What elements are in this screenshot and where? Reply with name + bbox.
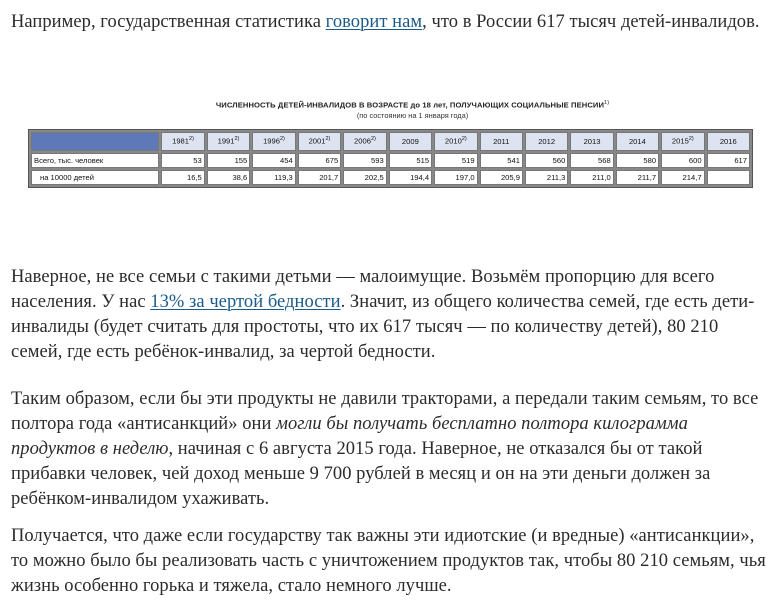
statistics-link[interactable]: говорит нам [325, 12, 423, 32]
intro-paragraph [11, 10, 771, 35]
table-value-cell: 593 [343, 153, 386, 168]
year-label: 2009 [401, 136, 419, 146]
conclusion-paragraph: Получается, что даже если государству так важны эти идиотские (и вредные) «антисанкции», то можно было бы реализовать часть с уничтожением продуктов так, чтобы 80 210 семьям, чья жизнь особенно горька и тяжела, стало немного лучше. [11, 526, 766, 596]
year-label: 2014 [628, 136, 646, 146]
year-header-cell [570, 132, 613, 151]
products-text-2: , начиная с 6 августа 2015 года. Наверное, не отказался бы от такой прибавки человек, чей доход меньше 9 700 рублей в месяц и он на эти деньги должен за ребёнком-инвалидом ухаживать. [11, 439, 711, 509]
figure-title-text: ЧИСЛЕННОСТЬ ДЕТЕЙ-ИНВАЛИДОВ В ВОЗРАСТЕ до 18 лет, ПОЛУЧАЮЩИХ СОЦИАЛЬНЫЕ ПЕНСИИ [215, 100, 605, 110]
table-value-cell: 580 [616, 153, 659, 168]
table-value-cell: 155 [207, 153, 250, 168]
table-header-row [31, 132, 750, 151]
intro-text-after: , что в России 617 тысяч детей-инвалидов. [422, 12, 760, 32]
statistics-figure [28, 100, 753, 188]
year-label: 1996 [263, 136, 280, 146]
table-row [31, 153, 750, 168]
figure-title-note: 1) [604, 100, 610, 106]
year-header-cell [161, 132, 204, 151]
year-header-cell [298, 132, 341, 151]
year-footnote: 2) [279, 136, 285, 143]
table-value-cell: 38,6 [207, 170, 250, 185]
table-row [31, 170, 750, 185]
row-label-cell: на 10000 детей [31, 170, 159, 185]
row-label-cell: Всего, тыс. человек [31, 153, 159, 168]
year-header-cell [252, 132, 295, 151]
year-header-cell [616, 132, 659, 151]
poverty-paragraph [11, 265, 771, 365]
year-header-cell [207, 132, 250, 151]
year-label: 2001 [308, 136, 326, 146]
year-label: 2011 [493, 136, 510, 146]
year-footnote: 2) [234, 136, 240, 143]
intro-text-before: Например, государственная статистика [11, 12, 326, 32]
table-value-cell: 16,5 [161, 170, 204, 185]
year-label: 2015 [671, 136, 689, 146]
table-value-cell: 202,5 [343, 170, 386, 185]
year-label: 1991 [217, 136, 235, 146]
poverty-text-1: Наверное, не все семьи с такими детьми — малоимущие. Возьмём пропорцию для всего населения. У нас [11, 267, 715, 312]
table-value-cell: 560 [525, 153, 568, 168]
table-value-cell: 600 [661, 153, 704, 168]
table-value-cell: 197,0 [434, 170, 477, 185]
year-header-cell [661, 132, 704, 151]
table-value-cell: 675 [298, 153, 341, 168]
year-label: 2013 [583, 136, 601, 146]
products-text-1: Таким образом, если бы эти продукты не давили тракторами, а передали таким семьям, то все полтора года «антисанкций» они [11, 389, 759, 434]
products-paragraph [11, 387, 771, 512]
year-header-cell [389, 132, 432, 151]
table-value-cell: 214,7 [661, 170, 704, 185]
table-value-cell: 53 [161, 153, 204, 168]
year-footnote: 2) [189, 136, 194, 143]
poverty-link[interactable]: 13% за чертой бедности [150, 292, 341, 312]
year-label: 1981 [172, 136, 190, 146]
table-value-cell: 211,7 [616, 170, 659, 185]
figure-title [72, 100, 753, 110]
table-value-cell: 519 [434, 153, 477, 168]
year-label: 2016 [719, 136, 737, 146]
products-italic-text: могли бы получать бесплатно полтора килограмма продуктов в неделю [11, 414, 688, 459]
year-footnote: 2) [461, 136, 467, 143]
table-value-cell: 201,7 [298, 170, 341, 185]
table-corner-cell [31, 132, 159, 151]
table-value-cell: 211,0 [570, 170, 613, 185]
year-footnote: 2) [688, 136, 694, 143]
year-footnote: 2) [370, 136, 376, 143]
table-value-cell: 119,3 [252, 170, 295, 185]
year-label: 2006 [354, 136, 371, 146]
table-value-cell: 205,9 [480, 170, 523, 185]
disabled-children-table [28, 129, 753, 188]
year-label: 2010 [444, 136, 462, 146]
table-value-cell: 211,3 [525, 170, 568, 185]
table-value-cell [707, 170, 750, 185]
table-value-cell: 194,4 [389, 170, 432, 185]
year-header-cell [480, 132, 523, 151]
table-value-cell: 617 [707, 153, 750, 168]
poverty-text-2: . Значит, из общего количества семей, где есть дети-инвалиды (будет считать для простоты, что их 617 тысяч — по количеству детей), 80 210 семей, где есть ребёнок-инвалид, за чертой бедности. [11, 292, 755, 362]
figure-subtitle: (по состоянию на 1 января года) [356, 110, 469, 120]
year-label: 2012 [538, 136, 556, 146]
year-footnote: 2) [325, 136, 331, 143]
year-header-cell [525, 132, 568, 151]
table-value-cell: 541 [480, 153, 523, 168]
table-value-cell: 568 [570, 153, 613, 168]
year-header-cell [343, 132, 386, 151]
table-value-cell: 515 [389, 153, 432, 168]
table-value-cell: 454 [252, 153, 295, 168]
year-header-cell [707, 132, 750, 151]
year-header-cell [434, 132, 477, 151]
